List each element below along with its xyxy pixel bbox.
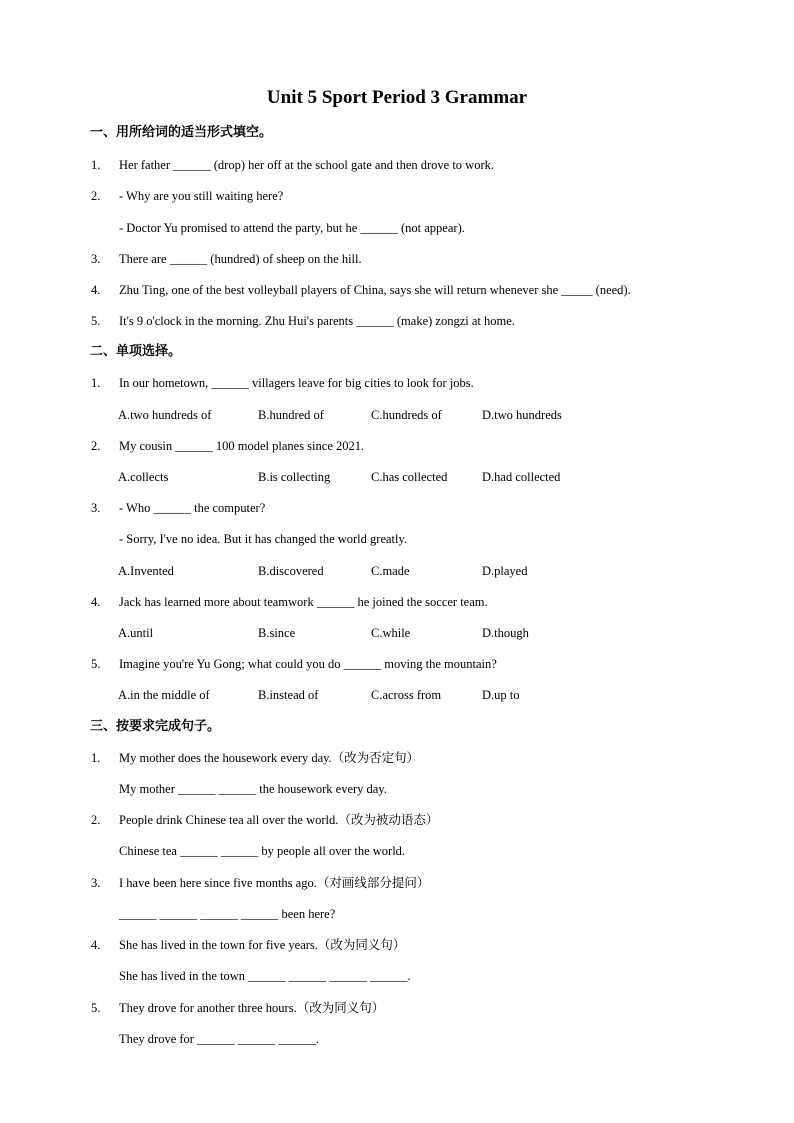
s2-q1-text: In our hometown, ______ villagers leave for big cities to look for jobs. xyxy=(119,376,474,390)
s3-q3-text: I have been here since five months ago.（对画线部分提问） xyxy=(119,876,430,890)
s2-q1-option-d: D.two hundreds xyxy=(482,408,562,422)
s2-q1-option-b: B.hundred of xyxy=(258,408,324,422)
s3-q2-text: People drink Chinese tea all over the world.（改为被动语态） xyxy=(119,813,439,827)
s2-q2-number: 2. xyxy=(91,439,101,453)
s2-q3-option-a: A.Invented xyxy=(118,564,174,578)
s2-q2-option-d: D.had collected xyxy=(482,470,561,484)
s1-q3-text: There are ______ (hundred) of sheep on the hill. xyxy=(119,252,362,266)
s3-q1-number: 1. xyxy=(91,751,101,765)
s1-q5-text: It's 9 o'clock in the morning. Zhu Hui's parents ______ (make) zongzi at home. xyxy=(119,314,515,328)
s2-q5-option-b: B.instead of xyxy=(258,688,319,702)
s2-q3-option-c: C.made xyxy=(371,564,410,578)
s2-q3-option-b: B.discovered xyxy=(258,564,324,578)
s2-q4-option-a: A.until xyxy=(118,626,154,640)
s3-q4-number: 4. xyxy=(91,938,101,952)
s1-q2-text2: - Doctor Yu promised to attend the party, but he ______ (not appear). xyxy=(119,221,465,235)
s1-q2-number: 2. xyxy=(91,189,101,203)
s2-q4-option-d: D.though xyxy=(482,626,529,640)
s1-q2-text: - Why are you still waiting here? xyxy=(119,189,284,203)
s2-q5-option-a: A.in the middle of xyxy=(118,688,210,702)
s2-q2-text: My cousin ______ 100 model planes since 2021. xyxy=(119,439,365,453)
s3-q5-text2: They drove for ______ ______ ______. xyxy=(119,1032,319,1046)
s3-q1-text2: My mother ______ ______ the housework every day. xyxy=(119,782,387,796)
s2-q3-option-d: D.played xyxy=(482,564,528,578)
s2-q3-number: 3. xyxy=(91,501,101,515)
section2-heading: 二、单项选择。 xyxy=(90,344,182,359)
section1-heading: 一、用所给词的适当形式填空。 xyxy=(90,125,273,140)
s2-q5-number: 5. xyxy=(91,657,101,671)
s2-q1-option-a: A.two hundreds of xyxy=(118,408,212,422)
s1-q4-number: 4. xyxy=(91,283,101,297)
s2-q5-text: Imagine you're Yu Gong; what could you do ______ moving the mountain? xyxy=(119,657,497,671)
page-title: Unit 5 Sport Period 3 Grammar xyxy=(266,87,528,108)
s1-q5-number: 5. xyxy=(91,314,101,328)
s3-q3-number: 3. xyxy=(91,876,101,890)
s2-q4-number: 4. xyxy=(91,595,101,609)
s2-q5-option-d: D.up to xyxy=(482,688,520,702)
s1-q3-number: 3. xyxy=(91,252,101,266)
s3-q5-text: They drove for another three hours.（改为同义句） xyxy=(119,1001,385,1015)
s3-q3-text2: ______ ______ ______ ______ been here? xyxy=(119,907,336,921)
s2-q4-text: Jack has learned more about teamwork ______ he joined the soccer team. xyxy=(119,595,488,609)
s2-q5-option-c: C.across from xyxy=(371,688,442,702)
s2-q2-option-b: B.is collecting xyxy=(258,470,331,484)
s1-q4-text: Zhu Ting, one of the best volleyball players of China, says she will return whenever she _____ (need). xyxy=(119,283,631,297)
s2-q4-option-b: B.since xyxy=(258,626,296,640)
s2-q3-text: - Who ______ the computer? xyxy=(119,501,266,515)
s1-q1-text: Her father ______ (drop) her off at the school gate and then drove to work. xyxy=(119,158,494,172)
s1-q1-number: 1. xyxy=(91,158,101,172)
s2-q2-option-a: A.collects xyxy=(118,470,169,484)
s2-q2-option-c: C.has collected xyxy=(371,470,448,484)
s2-q4-option-c: C.while xyxy=(371,626,411,640)
section3-heading: 三、按要求完成句子。 xyxy=(90,719,221,734)
s3-q2-number: 2. xyxy=(91,813,101,827)
s2-q3-text2: - Sorry, I've no idea. But it has changed the world greatly. xyxy=(119,532,408,546)
s3-q1-text: My mother does the housework every day.（改为否定句） xyxy=(119,751,420,765)
s3-q2-text2: Chinese tea ______ ______ by people all over the world. xyxy=(119,844,406,858)
s2-q1-option-c: C.hundreds of xyxy=(371,408,442,422)
s3-q5-number: 5. xyxy=(91,1001,101,1015)
s3-q4-text2: She has lived in the town ______ ______ ______ ______. xyxy=(119,969,411,983)
s3-q4-text: She has lived in the town for five years.（改为同义句） xyxy=(119,938,406,952)
s2-q1-number: 1. xyxy=(91,376,101,390)
